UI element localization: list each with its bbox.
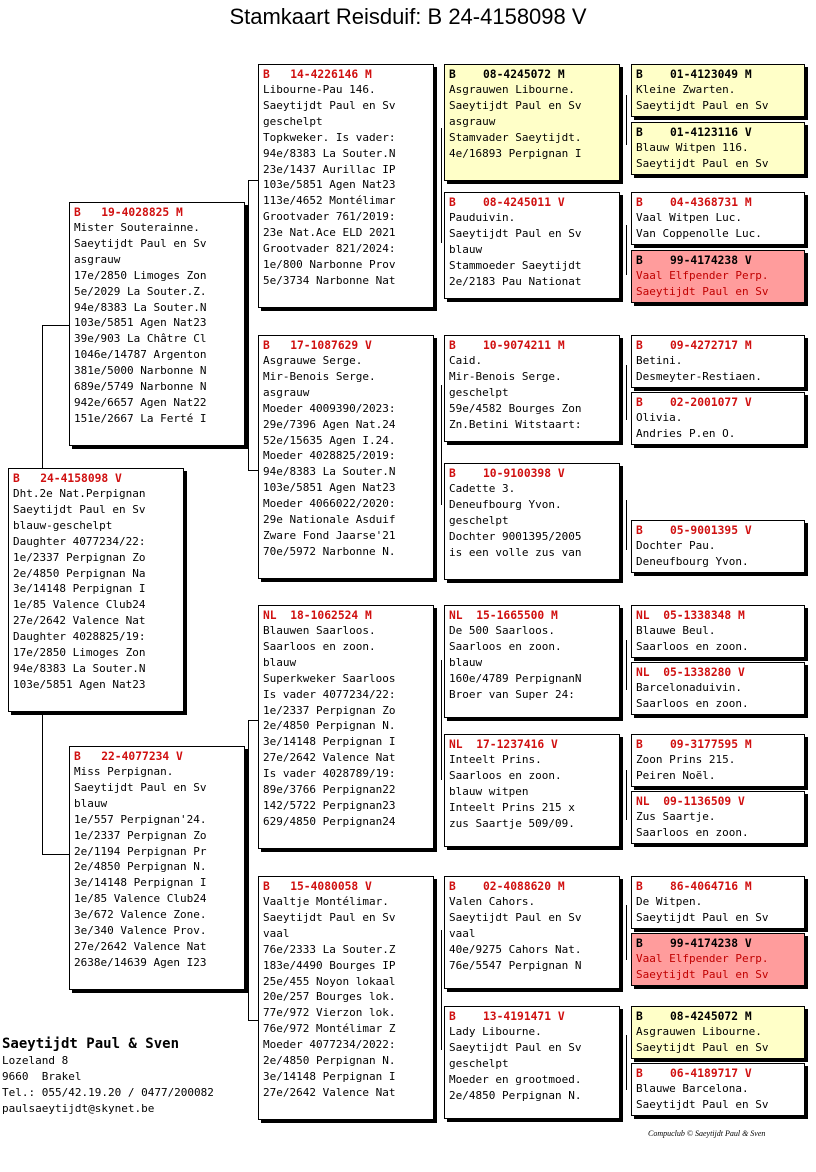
connector-line bbox=[248, 180, 258, 181]
ring-number: NL 05-1338280 V bbox=[636, 666, 745, 679]
pigeon-card-g2 bbox=[631, 122, 805, 175]
card-text: De Witpen. Saeytijdt Paul en Sv bbox=[636, 895, 769, 924]
connector-line bbox=[626, 225, 627, 275]
card-text: Barcelonaduivin. Saarloos en zoon. bbox=[636, 681, 749, 710]
ring-number: NL 05-1338348 M bbox=[636, 609, 745, 622]
connector-line bbox=[248, 720, 258, 721]
pigeon-card-g15 bbox=[631, 1006, 805, 1059]
card-text: Blauwe Beul. Saarloos en zoon. bbox=[636, 624, 749, 653]
ring-number: B 14-4226146 M bbox=[263, 68, 372, 81]
connector-line bbox=[626, 500, 627, 550]
card-text: Cadette 3. Deneufbourg Yvon. geschelpt Dochter 9001395/2005 is een volle zus van bbox=[449, 482, 582, 559]
ring-number: B 99-4174238 V bbox=[636, 254, 752, 267]
ring-number: B 08-4245072 M bbox=[449, 68, 565, 81]
owner-email[interactable]: paulsaeytijdt@skynet.be bbox=[2, 1102, 155, 1115]
pigeon-card-g13 bbox=[631, 876, 805, 929]
pigeon-card-mfm bbox=[444, 734, 620, 847]
pigeon-card-ff bbox=[258, 64, 434, 308]
connector-line bbox=[42, 854, 69, 855]
card-text: Caid. Mir-Benois Serge. geschelpt 59e/4582 Bourges Zon Zn.Betini Witstaart: bbox=[449, 354, 582, 431]
pigeon-card-mmf bbox=[444, 876, 620, 989]
connector-line bbox=[441, 128, 442, 243]
ring-number: B 99-4174238 V bbox=[636, 937, 752, 950]
ring-number: B 22-4077234 V bbox=[74, 750, 183, 763]
pigeon-card-g11 bbox=[631, 734, 805, 787]
pigeon-card-g3 bbox=[631, 192, 805, 245]
ring-number: B 09-4272717 M bbox=[636, 339, 752, 352]
card-text: Asgrauwen Libourne. Saeytijdt Paul en Sv bbox=[636, 1025, 769, 1054]
card-text: Libourne-Pau 146. Saeytijdt Paul en Sv geschelpt Topkweker. Is vader: 94e/8383 La Souter.N 23e/1437 Aurillac IP 103e/5851 Agen Nat23 113e/4652 Montélimar Grootvader 761/2019: 23e Nat.Ace ELD 2021 Grootvader 821/2024: 1e/800 Narbonne Prov 5e/3734 Narbonne Nat bbox=[263, 83, 396, 287]
pigeon-card-g16 bbox=[631, 1063, 805, 1116]
ring-number: B 13-4191471 V bbox=[449, 1010, 565, 1023]
pigeon-card-g9 bbox=[631, 605, 805, 658]
ring-number: B 02-2001077 V bbox=[636, 396, 752, 409]
ring-number: B 86-4064716 M bbox=[636, 880, 752, 893]
card-text: Blauwen Saarloos. Saarloos en zoon. blauw Superkweker Saarloos Is vader 4077234/22: 1e/2337 Perpignan Zo 2e/4850 Perpignan N. 3e/14148 Perpignan I 27e/2642 Valence Nat Is vader 4028789/19: 89e/3766 Perpignan22 142/5722 Perpignan23 629/4850 Perpignan24 bbox=[263, 624, 396, 828]
pigeon-card-mother bbox=[69, 746, 245, 990]
pigeon-card-mm bbox=[258, 876, 434, 1120]
card-text: Blauw Witpen 116. Saeytijdt Paul en Sv bbox=[636, 141, 769, 170]
ring-number: NL 09-1136509 V bbox=[636, 795, 745, 808]
card-text: Inteelt Prins. Saarloos en zoon. blauw witpen Inteelt Prins 215 x zus Saartje 509/09. bbox=[449, 753, 575, 830]
connector-line bbox=[441, 385, 442, 505]
owner-address: Lozeland 8 bbox=[2, 1054, 69, 1067]
pigeon-card-g10 bbox=[631, 662, 805, 715]
connector-line bbox=[248, 180, 249, 470]
pigeon-card-g14 bbox=[631, 933, 805, 986]
page-title: Stamkaart Reisduif: B 24-4158098 V bbox=[229, 4, 587, 29]
connector-line bbox=[626, 640, 627, 690]
pigeon-card-father bbox=[69, 202, 245, 446]
ring-number: B 15-4080058 V bbox=[263, 880, 372, 893]
ring-number: B 24-4158098 V bbox=[13, 472, 122, 485]
connector-line bbox=[42, 325, 69, 326]
ring-number: B 08-4245072 M bbox=[636, 1010, 752, 1023]
card-text: Olivia. Andries P.en O. bbox=[636, 411, 736, 440]
ring-number: B 05-9001395 V bbox=[636, 524, 752, 537]
connector-line bbox=[626, 905, 627, 960]
owner-city: 9660 Brakel bbox=[2, 1070, 82, 1083]
card-text: Kleine Zwarten. Saeytijdt Paul en Sv bbox=[636, 83, 769, 112]
card-text: Blauwe Barcelona. Saeytijdt Paul en Sv bbox=[636, 1082, 769, 1111]
card-text: De 500 Saarloos. Saarloos en zoon. blauw 160e/4789 PerpignanN Broer van Super 24: bbox=[449, 624, 582, 701]
ring-number: NL 17-1237416 V bbox=[449, 738, 558, 751]
ring-number: NL 15-1665500 M bbox=[449, 609, 558, 622]
ring-number: B 01-4123116 V bbox=[636, 126, 752, 139]
connector-line bbox=[626, 365, 627, 420]
card-text: Pauduivin. Saeytijdt Paul en Sv blauw Stammoeder Saeytijdt 2e/2183 Pau Nationat bbox=[449, 211, 582, 288]
connector-line bbox=[441, 660, 442, 780]
pigeon-card-ffm bbox=[444, 192, 620, 299]
card-text: Lady Libourne. Saeytijdt Paul en Sv geschelpt Moeder en grootmoed. 2e/4850 Perpignan N. bbox=[449, 1025, 582, 1102]
pigeon-card-g6 bbox=[631, 392, 805, 445]
pigeon-card-g1 bbox=[631, 64, 805, 117]
pigeon-card-mmm bbox=[444, 1006, 620, 1119]
card-text: Mister Souterainne. Saeytijdt Paul en Sv asgrauw 17e/2850 Limoges Zon 5e/2029 La Souter.Z. 94e/8383 La Souter.N 103e/5851 Agen Nat23 39e/903 La Châtre Cl 1046e/14787 Argenton 381e/5000 Narbonne N 689e/5749 Narbonne N 942e/6657 Agen Nat22 151e/2667 La Ferté I bbox=[74, 221, 207, 425]
pigeon-card-main bbox=[8, 468, 184, 712]
pigeon-card-fm bbox=[258, 335, 434, 579]
ring-number: B 08-4245011 V bbox=[449, 196, 565, 209]
ring-number: B 10-9100398 V bbox=[449, 467, 565, 480]
card-text: Vaaltje Montélimar. Saeytijdt Paul en Sv vaal 76e/2333 La Souter.Z 183e/4490 Bourges IP 25e/455 Noyon lokaal 20e/257 Bourges lok. 77e/972 Vierzon lok. 76e/972 Montélimar Z Moeder 4077234/2022: 2e/4850 Perpignan N. 3e/14148 Perpignan I 27e/2642 Valence Nat bbox=[263, 895, 396, 1099]
ring-number: B 10-9074211 M bbox=[449, 339, 565, 352]
pigeon-card-g8 bbox=[631, 520, 805, 573]
connector-line bbox=[626, 1035, 627, 1090]
ring-number: B 06-4189717 V bbox=[636, 1067, 752, 1080]
ring-number: B 01-4123049 M bbox=[636, 68, 752, 81]
pigeon-card-fmm bbox=[444, 463, 620, 580]
connector-line bbox=[248, 470, 258, 471]
ring-number: NL 18-1062524 M bbox=[263, 609, 372, 622]
footer-credit: Compuclub © Saeytijdt Paul & Sven bbox=[648, 1129, 766, 1138]
card-text: Dochter Pau. Deneufbourg Yvon. bbox=[636, 539, 749, 568]
card-text: Miss Perpignan. Saeytijdt Paul en Sv blauw 1e/557 Perpignan'24. 1e/2337 Perpignan Zo 2e/1194 Perpignan Pr 2e/4850 Perpignan N. 3e/14148 Perpignan I 1e/85 Valence Club24 3e/672 Valence Zone. 3e/340 Valence Prov. 27e/2642 Valence Nat 2638e/14639 Agen I23 bbox=[74, 765, 207, 969]
card-text: Vaal Witpen Luc. Van Coppenolle Luc. bbox=[636, 211, 762, 240]
card-text: Asgrauwen Libourne. Saeytijdt Paul en Sv asgrauw Stamvader Saeytijdt. 4e/16893 Perpignan I bbox=[449, 83, 582, 160]
ring-number: B 19-4028825 M bbox=[74, 206, 183, 219]
connector-line bbox=[626, 770, 627, 820]
pigeon-card-fmf bbox=[444, 335, 620, 442]
pigeon-card-g5 bbox=[631, 335, 805, 388]
connector-line bbox=[248, 720, 249, 1020]
card-text: Vaal Elfpender Perp. Saeytijdt Paul en Sv bbox=[636, 269, 769, 298]
owner-name: Saeytijdt Paul & Sven bbox=[2, 1036, 180, 1052]
connector-line bbox=[42, 325, 43, 468]
card-text: Asgrauwe Serge. Mir-Benois Serge. asgrauw Moeder 4009390/2023: 29e/7396 Agen Nat.24 52e/15635 Agen I.24. Moeder 4028825/2019: 94e/8383 La Souter.N 103e/5851 Agen Nat23 Moeder 4066022/2020: 29e Nationale Asduif Zware Fond Jaarse'21 70e/5972 Narbonne N. bbox=[263, 354, 396, 558]
card-text: Vaal Elfpender Perp. Saeytijdt Paul en Sv bbox=[636, 952, 769, 981]
connector-line bbox=[42, 712, 43, 854]
connector-line bbox=[441, 930, 442, 1050]
ring-number: B 17-1087629 V bbox=[263, 339, 372, 352]
ring-number: B 09-3177595 M bbox=[636, 738, 752, 751]
card-text: Betini. Desmeyter-Restiaen. bbox=[636, 354, 762, 383]
pigeon-card-g4 bbox=[631, 250, 805, 303]
pigeon-card-g12 bbox=[631, 791, 805, 844]
pigeon-card-mf bbox=[258, 605, 434, 849]
card-text: Zus Saartje. Saarloos en zoon. bbox=[636, 810, 749, 839]
owner-phone: Tel.: 055/42.19.20 / 0477/200082 bbox=[2, 1086, 214, 1099]
card-text: Dht.2e Nat.Perpignan Saeytijdt Paul en Sv blauw-geschelpt Daughter 4077234/22: 1e/2337 Perpignan Zo 2e/4850 Perpignan Na 3e/14148 Perpignan I 1e/85 Valence Club24 27e/2642 Valence Nat Daughter 4028825/19: 17e/2850 Limoges Zon 94e/8383 La Souter.N 103e/5851 Agen Nat23 bbox=[13, 487, 146, 691]
owner-block bbox=[2, 1035, 214, 1117]
ring-number: B 02-4088620 M bbox=[449, 880, 565, 893]
pigeon-card-fff bbox=[444, 64, 620, 181]
pigeon-card-mff bbox=[444, 605, 620, 718]
connector-line bbox=[626, 95, 627, 145]
card-text: Zoon Prins 215. Peiren Noël. bbox=[636, 753, 736, 782]
ring-number: B 04-4368731 M bbox=[636, 196, 752, 209]
connector-line bbox=[248, 1020, 258, 1021]
card-text: Valen Cahors. Saeytijdt Paul en Sv vaal 40e/9275 Cahors Nat. 76e/5547 Perpignan N bbox=[449, 895, 582, 972]
